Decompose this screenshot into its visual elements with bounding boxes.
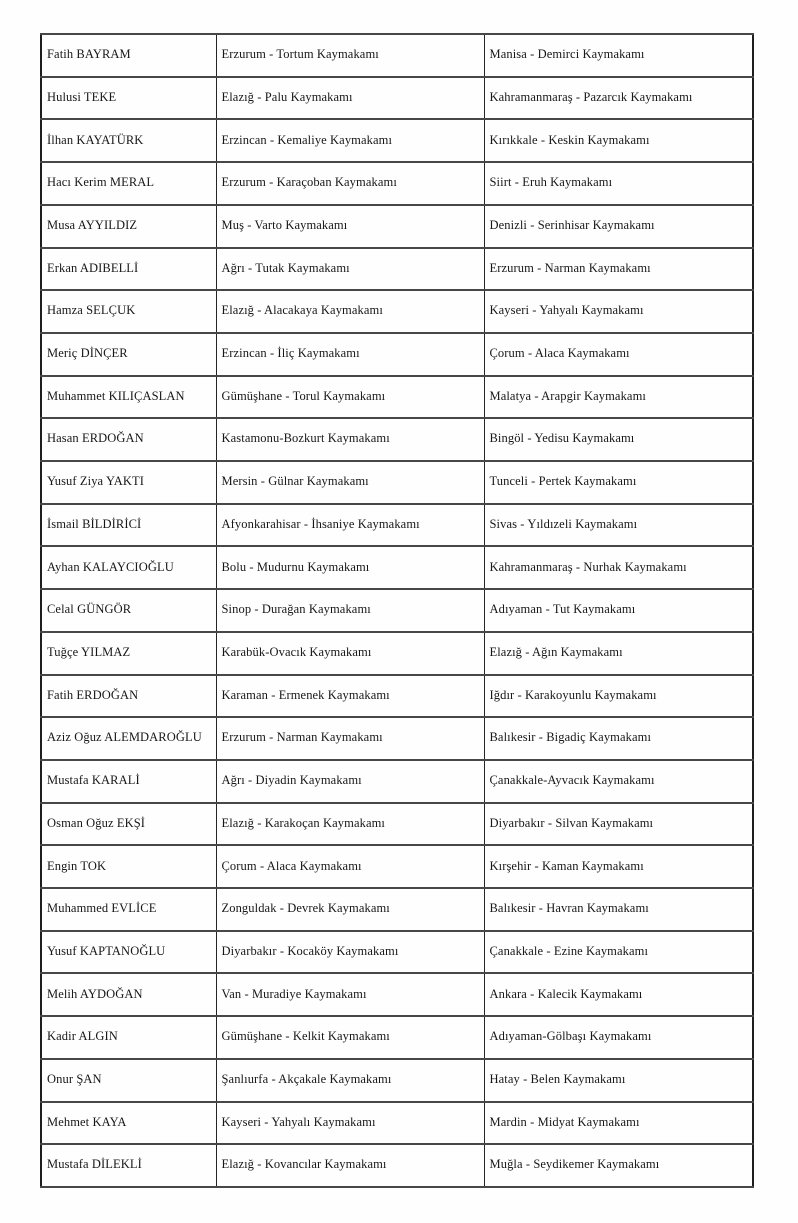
table-row [41,290,753,333]
table-row [41,77,753,120]
person-name-cell: İlhan KAYATÜRK [41,119,216,162]
new-post-cell: Denizli - Serinhisar Kaymakamı [484,205,753,248]
current-post-cell: Gümüşhane - Torul Kaymakamı [216,376,484,419]
person-name-cell: Hacı Kerim MERAL [41,162,216,205]
table-row [41,418,753,461]
person-name-cell: Musa AYYILDIZ [41,205,216,248]
new-post-cell: Manisa - Demirci Kaymakamı [484,34,753,77]
current-post-cell: Bolu - Mudurnu Kaymakamı [216,546,484,589]
current-post-cell: Elazığ - Kovancılar Kaymakamı [216,1144,484,1187]
table-row [41,333,753,376]
table-row [41,760,753,803]
person-name-cell: Mustafa KARALİ [41,760,216,803]
new-post-cell: Tunceli - Pertek Kaymakamı [484,461,753,504]
person-name-cell: Mustafa DİLEKLİ [41,1144,216,1187]
appointments-table-body [41,34,753,1187]
person-name-cell: Celal GÜNGÖR [41,589,216,632]
table-row [41,845,753,888]
current-post-cell: Karabük-Ovacık Kaymakamı [216,632,484,675]
current-post-cell: Ağrı - Tutak Kaymakamı [216,248,484,291]
person-name-cell: Engin TOK [41,845,216,888]
person-name-cell: Osman Oğuz EKŞİ [41,803,216,846]
new-post-cell: Adıyaman - Tut Kaymakamı [484,589,753,632]
person-name-cell: Hulusi TEKE [41,77,216,120]
new-post-cell: Ankara - Kalecik Kaymakamı [484,973,753,1016]
current-post-cell: Erzurum - Karaçoban Kaymakamı [216,162,484,205]
new-post-cell: Kırıkkale - Keskin Kaymakamı [484,119,753,162]
new-post-cell: Muğla - Seydikemer Kaymakamı [484,1144,753,1187]
table-row [41,504,753,547]
new-post-cell: Elazığ - Ağın Kaymakamı [484,632,753,675]
person-name-cell: Onur ŞAN [41,1059,216,1102]
current-post-cell: Diyarbakır - Kocaköy Kaymakamı [216,931,484,974]
current-post-cell: Sinop - Durağan Kaymakamı [216,589,484,632]
table-row [41,162,753,205]
new-post-cell: Erzurum - Narman Kaymakamı [484,248,753,291]
new-post-cell: Adıyaman-Gölbaşı Kaymakamı [484,1016,753,1059]
current-post-cell: Şanlıurfa - Akçakale Kaymakamı [216,1059,484,1102]
table-row [41,248,753,291]
new-post-cell: Diyarbakır - Silvan Kaymakamı [484,803,753,846]
table-row [41,205,753,248]
table-row [41,589,753,632]
person-name-cell: Yusuf KAPTANOĞLU [41,931,216,974]
new-post-cell: Hatay - Belen Kaymakamı [484,1059,753,1102]
new-post-cell: Mardin - Midyat Kaymakamı [484,1102,753,1145]
current-post-cell: Erzincan - Kemaliye Kaymakamı [216,119,484,162]
current-post-cell: Erzurum - Tortum Kaymakamı [216,34,484,77]
person-name-cell: Melih AYDOĞAN [41,973,216,1016]
new-post-cell: Çanakkale - Ezine Kaymakamı [484,931,753,974]
current-post-cell: Erzincan - İliç Kaymakamı [216,333,484,376]
table-row [41,34,753,77]
person-name-cell: Hasan ERDOĞAN [41,418,216,461]
new-post-cell: Çorum - Alaca Kaymakamı [484,333,753,376]
new-post-cell: Kahramanmaraş - Nurhak Kaymakamı [484,546,753,589]
person-name-cell: Mehmet KAYA [41,1102,216,1145]
person-name-cell: Tuğçe YILMAZ [41,632,216,675]
current-post-cell: Erzurum - Narman Kaymakamı [216,717,484,760]
table-row [41,1059,753,1102]
current-post-cell: Muş - Varto Kaymakamı [216,205,484,248]
current-post-cell: Elazığ - Alacakaya Kaymakamı [216,290,484,333]
current-post-cell: Kayseri - Yahyalı Kaymakamı [216,1102,484,1145]
table-row [41,119,753,162]
table-row [41,803,753,846]
current-post-cell: Gümüşhane - Kelkit Kaymakamı [216,1016,484,1059]
current-post-cell: Kastamonu-Bozkurt Kaymakamı [216,418,484,461]
person-name-cell: Fatih BAYRAM [41,34,216,77]
current-post-cell: Afyonkarahisar - İhsaniye Kaymakamı [216,504,484,547]
table-row [41,1016,753,1059]
table-row [41,973,753,1016]
current-post-cell: Elazığ - Palu Kaymakamı [216,77,484,120]
person-name-cell: İsmail BİLDİRİCİ [41,504,216,547]
current-post-cell: Karaman - Ermenek Kaymakamı [216,675,484,718]
new-post-cell: Bingöl - Yedisu Kaymakamı [484,418,753,461]
current-post-cell: Zonguldak - Devrek Kaymakamı [216,888,484,931]
person-name-cell: Muhammet KILIÇASLAN [41,376,216,419]
current-post-cell: Mersin - Gülnar Kaymakamı [216,461,484,504]
person-name-cell: Meriç DİNÇER [41,333,216,376]
current-post-cell: Elazığ - Karakoçan Kaymakamı [216,803,484,846]
table-row [41,376,753,419]
new-post-cell: Siirt - Eruh Kaymakamı [484,162,753,205]
new-post-cell: Malatya - Arapgir Kaymakamı [484,376,753,419]
table-row [41,717,753,760]
table-row [41,931,753,974]
table-row [41,461,753,504]
person-name-cell: Ayhan KALAYCIOĞLU [41,546,216,589]
current-post-cell: Çorum - Alaca Kaymakamı [216,845,484,888]
new-post-cell: Çanakkale-Ayvacık Kaymakamı [484,760,753,803]
new-post-cell: Kayseri - Yahyalı Kaymakamı [484,290,753,333]
person-name-cell: Yusuf Ziya YAKTI [41,461,216,504]
table-row [41,888,753,931]
new-post-cell: Iğdır - Karakoyunlu Kaymakamı [484,675,753,718]
table-row [41,1102,753,1145]
table-row [41,1144,753,1187]
current-post-cell: Ağrı - Diyadin Kaymakamı [216,760,484,803]
new-post-cell: Kahramanmaraş - Pazarcık Kaymakamı [484,77,753,120]
person-name-cell: Aziz Oğuz ALEMDAROĞLU [41,717,216,760]
kaymakam-appointments-table [40,33,754,1188]
person-name-cell: Erkan ADIBELLİ [41,248,216,291]
person-name-cell: Kadir ALGIN [41,1016,216,1059]
person-name-cell: Muhammed EVLİCE [41,888,216,931]
person-name-cell: Hamza SELÇUK [41,290,216,333]
new-post-cell: Balıkesir - Bigadiç Kaymakamı [484,717,753,760]
person-name-cell: Fatih ERDOĞAN [41,675,216,718]
new-post-cell: Balıkesir - Havran Kaymakamı [484,888,753,931]
table-row [41,632,753,675]
new-post-cell: Sivas - Yıldızeli Kaymakamı [484,504,753,547]
table-row [41,546,753,589]
table-row [41,675,753,718]
new-post-cell: Kırşehir - Kaman Kaymakamı [484,845,753,888]
current-post-cell: Van - Muradiye Kaymakamı [216,973,484,1016]
